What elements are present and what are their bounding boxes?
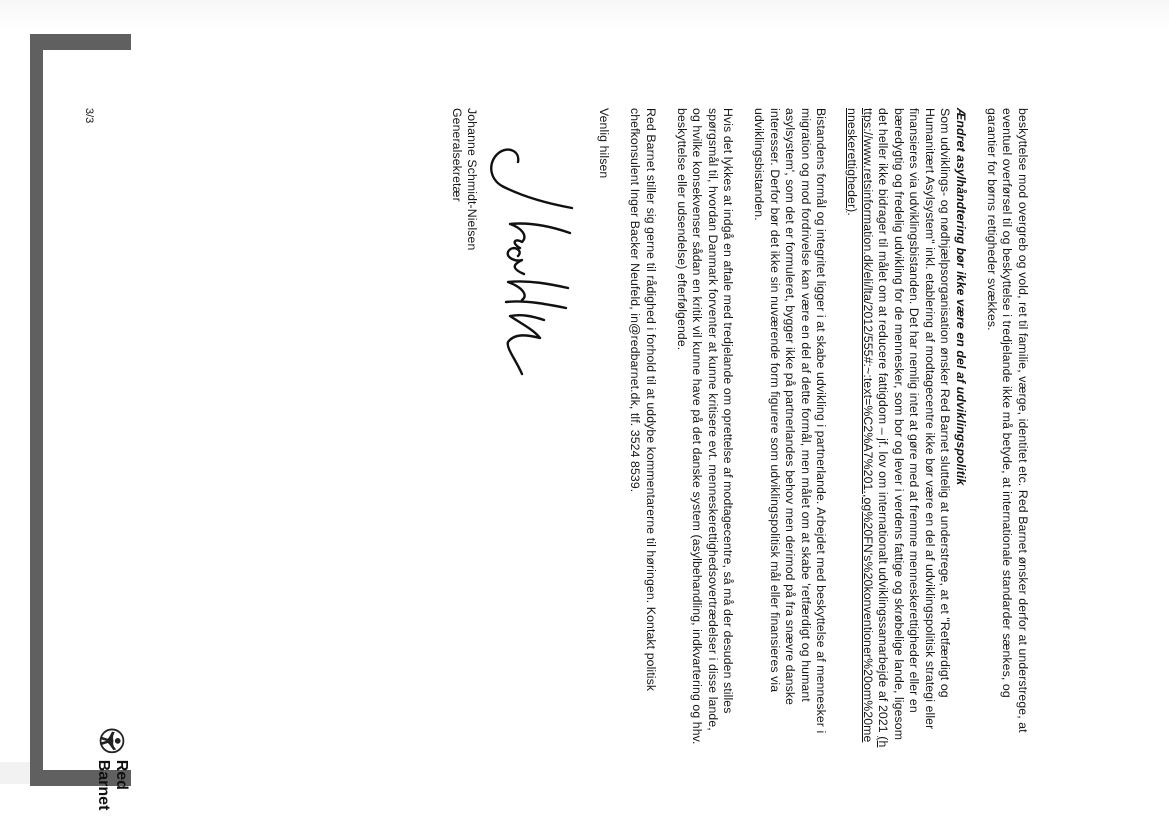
- signer-name: Johanne Schmidt-Nielsen: [465, 108, 480, 251]
- paragraph-contact: Red Barnet stiller sig gerne til rådighed i forhold til at uddybe kommentarerne til høringen. Kontakt politisk chefkonsulent Inger Backer Neufeld, in@redbarnet.dk, tlf. 3524 8539.: [628, 108, 658, 692]
- section-development-policy: [844, 108, 968, 748]
- handwritten-signature: [486, 138, 581, 388]
- signer-title: Generalsekretær: [450, 108, 464, 202]
- red-barnet-child-logo-icon: [94, 728, 130, 754]
- scanner-frame-top: [30, 34, 131, 50]
- letter-body: [449, 108, 1031, 748]
- retsinformation-link[interactable]: (https://www.retsinformation.dk/eli/lta/2012/555#:~:text=%C2%A7%201.,og%20FN's%20konventioner%20om%20menneskerettigheder): [845, 108, 891, 748]
- page-number: 3/3: [83, 108, 95, 124]
- paragraph-end-period: .: [845, 212, 860, 216]
- paragraph-third-countries: Hvis det lykkes at indgå en aftale med tredjelande om oprettelse af modtagecentre, så må der desuden stilles spørgsmål til, hvordan Danmark forventer at kunne kritisere evt. menneskerettighedsovertrædelser i disse lande, og hvilke konsekvenser sådan en kritik vil kunne have på det danske system (asylbehandling, indkvartering og hhv. beskyttelse eller udsendelse) efterfølgende.: [675, 108, 736, 745]
- red-barnet-logo: [94, 728, 130, 821]
- scanner-top-band: [0, 0, 1169, 30]
- section-heading: Ændret asylhåndtering bør ikke være en del af udviklingspolitik: [954, 108, 968, 486]
- logo-text: Red Barnet: [95, 759, 130, 811]
- closing-greeting: Venlig hilsen: [597, 108, 612, 179]
- scanner-bottom-band: [0, 762, 30, 784]
- letter-page: [30, 90, 1030, 811]
- paragraph-protection: beskyttelse mod overgreb og vold, ret til familie, værge, identitet etc. Red Barnet ønsker derfor at understrege, at eventuel overførsel til og beskyttelse i tredjelande ikke må betyde, at internationale standarder sænkes, og garantier for børns rettigheder svækkes.: [985, 108, 1030, 733]
- paragraph-aid-purpose: Bistandens formål og integritet ligger i at skabe udvikling i partnerlande. Arbejdet med beskyttelse af mennesker i migration og mod fordrivelse kan være en del af dette formål, men målet om at skabe 'retfærdigt og humant asylsystem', som det er formuleret, bygger ikke på partnerlandes behov men derimod på fra snævre danske interesser. Derfor bør det ikke sin nuværende form figurere som udviklingspolitisk mål eller finansieres via udviklingsbistanden.: [752, 108, 829, 734]
- paragraph-development-text: Som udviklings- og nødhjælpsorganisation ønsker Red Barnet sluttelig at understrege, at et "Retfærdigt og Humanitært Asylsystem" inkl. etablering af modtagecentre ikke bør være en del af udviklingspolitisk strategi eller finansieres via udviklingsbistanden. Det har nemlig intet at gøre med at fremme menneskerettigheder eller en bæredygtig og fredelig udvikling for de mennesker, som bor og lever i verdens fattige og skrøbelige lande, ligesom det heller ikke bidrager til målet om at reducere fattigdom – jf. lov om internationalt udviklingssamarbejde af 2021: [876, 108, 953, 741]
